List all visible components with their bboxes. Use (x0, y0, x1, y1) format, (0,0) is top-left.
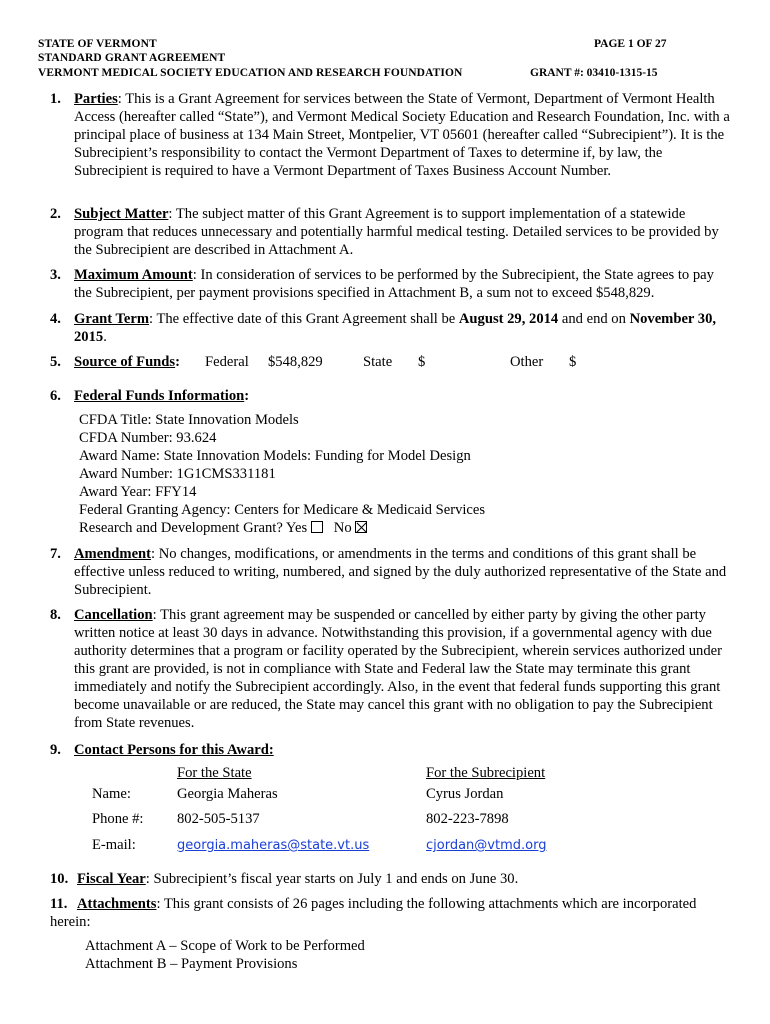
state-funds-amount: $ (418, 354, 426, 370)
end-date: November 30, 2015 (74, 311, 717, 345)
section-number: 10. (50, 871, 69, 887)
cfda-number: CFDA Number: 93.624 (79, 430, 217, 446)
section-number: 1. (50, 91, 61, 107)
section-heading: Amendment (74, 546, 152, 562)
header-organization: VERMONT MEDICAL SOCIETY EDUCATION AND RESEARCH FOUNDATION (38, 67, 463, 79)
section-text: : This grant consists of 26 pages including the following attachments which are incorporated herein: (50, 896, 697, 930)
section-attachments (50, 895, 740, 931)
section-maximum-amount (50, 266, 730, 302)
rd-no-checkbox[interactable] (355, 521, 367, 533)
section-contact-persons (50, 741, 730, 759)
section-heading: Contact Persons for this Award: (74, 742, 274, 758)
section-text: : This grant agreement may be suspended or cancelled by either party by giving the other party written notice at least 30 days in advance. Notwithstanding this provision, if a governmental agency with due authority determines that a program or facility operated by the Subrecipient, wherein services authorized under this grant are provided, is not in compliance with State and Federal law the State may terminate this grant immediately and notify the Subrecipient accordingly. Also, in the event that federal funds supporting this grant become unavailable or are reduced, the State may cancel this grant with no obligation to pay the Subrecipient from State revenues. (74, 607, 722, 731)
section-heading: Attachments (77, 896, 157, 912)
section-grant-term (50, 310, 730, 346)
header-state: STATE OF VERMONT (38, 38, 157, 50)
section-heading: Grant Term (74, 311, 149, 327)
section-subject-matter (50, 205, 730, 259)
section-number: 9. (50, 742, 61, 758)
section-text: : No changes, modifications, or amendments in the terms and conditions of this grant shall be effective unless reduced to writing, numbered, and signed by the duly authorized representative of the State and Subrecipient. (74, 546, 727, 598)
subrecipient-contact-name: Cyrus Jordan (426, 786, 504, 802)
section-text: and end on (558, 311, 630, 327)
section-heading: Federal Funds Information (74, 388, 245, 404)
section-text: : The subject matter of this Grant Agreement is to support implementation of a statewide program that reduces unnecessary and potentially harmful medical testing. Detailed services to be provided by the Subrecipient are described in Attachment A. (74, 206, 719, 258)
other-funds-amount: $ (569, 354, 577, 370)
section-parties (50, 90, 730, 180)
section-federal-funds-info (50, 387, 730, 405)
rd-question-label: Research and Development Grant? Yes (79, 520, 308, 536)
section-heading: Source of Funds (74, 354, 176, 370)
section-number: 4. (50, 311, 61, 327)
subrecipient-contact-email-link[interactable]: cjordan@vtmd.org (426, 838, 547, 853)
heading-colon: : (244, 388, 250, 404)
section-heading: Parties (74, 91, 118, 107)
section-source-of-funds (50, 353, 730, 371)
award-year: Award Year: FFY14 (79, 484, 197, 500)
section-heading: Cancellation (74, 607, 153, 623)
section-text: : The effective date of this Grant Agreement shall be (149, 311, 459, 327)
header-grant-number: GRANT #: 03410-1315-15 (530, 67, 658, 79)
award-name: Award Name: State Innovation Models: Funding for Model Design (79, 448, 471, 464)
section-number: 3. (50, 267, 61, 283)
rd-yes-checkbox[interactable] (311, 521, 323, 533)
state-contact-email-link[interactable]: georgia.maheras@state.vt.us (177, 838, 370, 853)
phone-label: Phone #: (92, 811, 144, 827)
section-cancellation (50, 606, 730, 732)
section-number: 7. (50, 546, 61, 562)
section-text: : Subrecipient’s fiscal year starts on July 1 and ends on June 30. (145, 871, 519, 887)
column-header-state: For the State (177, 765, 252, 781)
header-page-number: PAGE 1 OF 27 (594, 38, 667, 50)
cfda-title: CFDA Title: State Innovation Models (79, 412, 299, 428)
email-label: E-mail: (92, 837, 136, 853)
section-text: : In consideration of services to be performed by the Subrecipient, the State agrees to pay the Subrecipient, per payment provisions specified in Attachment B, a sum not to exceed $548,829. (74, 267, 714, 301)
subrecipient-contact-phone: 802-223-7898 (426, 811, 509, 827)
section-number: 11. (50, 896, 68, 912)
state-funds-label: State (363, 354, 393, 370)
section-heading: Fiscal Year (77, 871, 146, 887)
attachment-item: Attachment B – Payment Provisions (85, 956, 298, 972)
header-agreement-type: STANDARD GRANT AGREEMENT (38, 52, 226, 64)
heading-colon: : (175, 354, 180, 370)
federal-amount: $548,829 (268, 354, 323, 370)
section-text: : This is a Grant Agreement for services between the State of Vermont, Department of Vermont Health Access (hereafter called “State”), and Vermont Medical Society Education and Research Foundation, Inc. with a principal place of business at 134 Main Street, Montpelier, VT 05601 (hereafter called “Subrecipient”). It is the Subrecipient’s responsibility to contact the Vermont Department of Taxes to determine if, by law, the Subrecipient is required to have a Vermont Department of Taxes Business Account Number. (74, 91, 730, 179)
rd-grant-question (79, 520, 367, 537)
section-text: . (103, 329, 107, 345)
section-heading: Subject Matter (74, 206, 169, 222)
section-number: 8. (50, 607, 61, 623)
section-number: 2. (50, 206, 61, 222)
granting-agency: Federal Granting Agency: Centers for Medicare & Medicaid Services (79, 502, 486, 518)
state-contact-name: Georgia Maheras (177, 786, 278, 802)
state-contact-phone: 802-505-5137 (177, 811, 260, 827)
rd-no-label: No (333, 520, 352, 536)
start-date: August 29, 2014 (458, 311, 559, 327)
attachment-item: Attachment A – Scope of Work to be Performed (85, 938, 365, 954)
section-amendment (50, 545, 730, 599)
section-number: 6. (50, 388, 61, 404)
award-number: Award Number: 1G1CMS331181 (79, 466, 276, 482)
federal-label: Federal (205, 354, 249, 370)
section-number: 5. (50, 354, 61, 370)
other-funds-label: Other (510, 354, 544, 370)
column-header-subrecipient: For the Subrecipient (426, 765, 546, 781)
name-label: Name: (92, 786, 131, 802)
section-heading: Maximum Amount (74, 267, 193, 283)
section-fiscal-year (50, 870, 730, 888)
